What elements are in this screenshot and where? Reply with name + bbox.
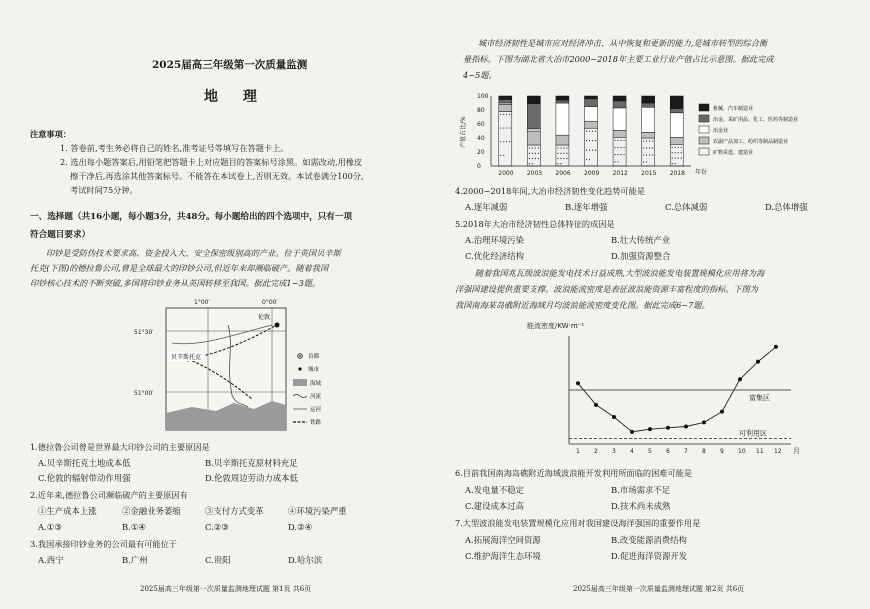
bar-segment-2015-3: [642, 132, 655, 138]
bar-dot: [529, 158, 530, 159]
notice-2-cont: 擦干净后,再选涂其他答案标号。不能答在本试卷上,否则无效。本试卷满分100分,: [70, 171, 364, 181]
wave-energy-chart: [523, 316, 823, 458]
section1-heading: 一、选择题（共16小题，每小题3分，共48分。每小题给出的四个选项中，只有一项: [30, 212, 353, 222]
q2-item-2: ②金融业务萎缩: [122, 506, 181, 516]
bar-segment-2015-1: [642, 103, 655, 107]
bar-segment-2006-2: [556, 103, 569, 135]
bar-dot: [649, 147, 650, 148]
basingstoke-map: [132, 295, 352, 435]
bar-year-unit: 年份: [695, 169, 708, 176]
q6-option-c: C.建设成本过高: [465, 501, 525, 511]
bar-dot: [617, 154, 618, 155]
bar-segment-2018-2: [670, 113, 683, 138]
bar-segment-2006-3: [556, 135, 569, 145]
bar-segment-2015-0: [642, 96, 655, 103]
bar-dot: [643, 161, 644, 162]
bar-dot: [500, 155, 501, 156]
bar-dot: [563, 147, 564, 148]
bar-segment-2012-2: [613, 108, 626, 130]
line-xlabel: 月: [793, 447, 800, 455]
bar-segment-2003-1: [527, 104, 540, 129]
bar-xtick-2000: 2000: [498, 170, 514, 177]
bar-segment-2000-0: [499, 96, 512, 100]
legend-canal: 运河: [310, 407, 322, 413]
bar-segment-2018-1: [670, 109, 683, 113]
bar-dot: [592, 140, 593, 141]
intro-line-1: 城市经济韧性是城市应对经济冲击、从中恢复和更新的能力,是城市转型的综合衡: [478, 38, 768, 48]
bar-dot: [560, 163, 561, 164]
bar-dot: [509, 127, 510, 128]
bar-xtick-2009: 2009: [584, 170, 600, 177]
bar-ytick: 40: [477, 135, 485, 142]
bar-segment-2018-3: [670, 137, 683, 144]
bar-segment-2012-3: [613, 130, 626, 137]
q2-option-d: D.②④: [288, 522, 313, 532]
month-tick-6: 6: [666, 448, 670, 455]
bar-segment-2015-2: [642, 107, 655, 132]
q7-option-d: D.促进海洋资源开发: [611, 551, 688, 561]
question-1: 1.德拉鲁公司曾是世界最大印钞公司的主要原因是: [30, 442, 210, 452]
q3-option-d: D.哈尔滨: [288, 555, 323, 565]
bar-dot: [646, 161, 647, 162]
bar-dot: [646, 140, 647, 141]
month-tick-5: 5: [648, 448, 652, 455]
question-7: 7.大型波浪能发电装置规模化应用对我国建设海洋强国的重要作用是: [455, 518, 701, 528]
bar-dot: [532, 147, 533, 148]
bar-dot: [623, 147, 624, 148]
bar-xtick-2018: 2018: [669, 170, 685, 177]
q1-option-a: A.贝辛斯托克土地成本低: [38, 458, 131, 468]
question-6: 6.目前我国南海岛礁附近海域波浪能开发利用所面临的困难可能是: [455, 468, 693, 478]
bar-chart-ylabel: 产值占比/%: [460, 116, 467, 148]
energy-point-8: [702, 420, 706, 424]
notice-1: 1. 答卷前,考生务必将自己的姓名,准考证号等填写在答题卡上。: [60, 143, 289, 153]
bar-segment-2018-0: [670, 96, 683, 109]
bar-dot: [503, 155, 504, 156]
map-label-london: 伦敦: [258, 314, 271, 321]
bar-ytick: 100: [477, 93, 489, 100]
q5-option-a: A.治理环境污染: [465, 235, 524, 245]
bar-dot: [614, 140, 615, 141]
bar-dot: [586, 140, 587, 141]
bar-dot: [557, 147, 558, 148]
footer-page-2: 2025届高三年级第一次质量监测地理试题 第2页 共6页: [573, 585, 745, 593]
passage-line-1: 印钞是受防伪技术要求高、资金投入大、安全保密级别高的产业。位于英国贝辛斯: [46, 248, 341, 258]
bar-segment-2003-0: [527, 96, 540, 104]
bar-dot: [617, 140, 618, 141]
bar-xtick-2015: 2015: [641, 170, 657, 177]
bar-dot: [681, 158, 682, 159]
bar-dot: [509, 114, 510, 115]
bar-legend-swatch-3: [699, 137, 709, 144]
bar-dot: [675, 158, 676, 159]
notice-2-cont2: 考试时间75分钟。: [70, 185, 138, 195]
bar-dot: [535, 158, 536, 159]
rich-zone-label: 富集区: [749, 394, 770, 402]
q7-option-c: C.维护海洋生态环境: [465, 551, 541, 561]
bar-ytick: 80: [477, 107, 485, 114]
bar-dot: [535, 147, 536, 148]
bar-segment-2009-1: [585, 99, 598, 107]
industry-share-chart: [455, 88, 855, 182]
bar-dot: [595, 131, 596, 132]
bar-dot: [589, 159, 590, 160]
bar-dot: [614, 161, 615, 162]
bar-dot: [506, 114, 507, 115]
bar-dot: [509, 141, 510, 142]
month-tick-9: 9: [720, 448, 724, 455]
line-chart-ylabel: 能流密度/KW·m⁻¹: [527, 322, 585, 330]
energy-point-5: [648, 427, 652, 431]
bar-dot: [503, 141, 504, 142]
bar-dot: [563, 158, 564, 159]
q5-option-d: D.加强资源整合: [611, 251, 671, 261]
bar-dot: [506, 127, 507, 128]
bar-dot: [617, 147, 618, 148]
passage2-line-3: 我国南海某岛礁附近海域月均波浪能流密度变化图。据此完成6~7题。: [455, 300, 710, 310]
month-tick-2: 2: [594, 448, 598, 455]
bar-dot: [557, 163, 558, 164]
bar-dot: [652, 154, 653, 155]
q2-option-a: A.①③: [38, 522, 62, 532]
bar-dot: [614, 147, 615, 148]
energy-point-12: [774, 345, 778, 349]
bar-dot: [643, 140, 644, 141]
bar-segment-2003-2: [527, 129, 540, 131]
bar-dot: [560, 147, 561, 148]
bar-segment-2009-2: [585, 107, 598, 122]
passage-line-2: 托克(下图)的德拉鲁公司,曾是全球最大的印钞公司,但近年来却濒临破产。随着我国: [30, 263, 329, 273]
bar-dot: [652, 147, 653, 148]
q6-option-a: A.发电量不稳定: [465, 485, 524, 495]
question-5: 5.2018年大冶市经济韧性总体特征的成因是: [455, 219, 615, 229]
bar-segment-2012-0: [613, 96, 626, 101]
map-lon-left: 1°00′: [194, 299, 210, 306]
bar-dot: [506, 141, 507, 142]
bar-dot: [535, 153, 536, 154]
bar-dot: [678, 158, 679, 159]
q2-item-3: ③支付方式变革: [205, 506, 264, 516]
bar-segment-2012-1: [613, 101, 626, 108]
q7-option-b: B.改变能源消费结构: [611, 535, 687, 545]
legend-sea: 海域: [310, 381, 322, 387]
month-tick-8: 8: [702, 448, 706, 455]
bar-dot: [592, 150, 593, 151]
bar-dot: [503, 114, 504, 115]
bar-dot: [529, 147, 530, 148]
bar-dot: [681, 152, 682, 153]
bar-xtick-2006: 2006: [555, 170, 571, 177]
energy-point-6: [666, 426, 670, 430]
q1-option-d: D.伦敦周边劳动力成本低: [205, 473, 298, 483]
bar-dot: [592, 131, 593, 132]
bar-ytick: 60: [477, 121, 485, 128]
q3-option-a: A.西宁: [38, 555, 64, 565]
bar-dot: [675, 152, 676, 153]
bar-dot: [675, 147, 676, 148]
bar-legend-label-2: 冶金业: [713, 128, 729, 134]
month-tick-3: 3: [612, 448, 616, 455]
bar-dot: [500, 141, 501, 142]
q1-option-c: C.伦敦的辐射带动作用强: [38, 473, 131, 483]
bar-dot: [672, 163, 673, 164]
question-3: 3.我国承接印钞业务的公司最有可能位于: [30, 539, 177, 549]
bar-dot: [529, 163, 530, 164]
bar-dot: [563, 153, 564, 154]
bar-dot: [586, 150, 587, 151]
bar-dot: [620, 154, 621, 155]
bar-xtick-2012: 2012: [612, 170, 628, 177]
bar-legend-label-1: 冶金、采矿用品、化工、医药等制造业: [713, 117, 799, 123]
bar-dot: [589, 140, 590, 141]
bar-dot: [614, 154, 615, 155]
bar-dot: [560, 153, 561, 154]
bar-dot: [620, 147, 621, 148]
q7-option-a: A.拓展海洋空间资源: [465, 535, 541, 545]
energy-point-11: [756, 360, 760, 364]
energy-point-10: [738, 377, 742, 381]
bar-dot: [649, 140, 650, 141]
q3-option-c: C.贵阳: [205, 555, 231, 565]
bar-dot: [560, 158, 561, 159]
bar-legend-swatch-0: [699, 104, 709, 111]
passage-line-3: 印钞核心技术的不断突破,多国将印钞业务从英国转移至我国。据此完成1~3题。: [30, 278, 321, 288]
bar-dot: [678, 147, 679, 148]
bar-dot: [643, 147, 644, 148]
bar-dot: [532, 153, 533, 154]
bar-legend-label-0: 机械、汽车制造业: [713, 106, 754, 112]
bar-dot: [557, 153, 558, 154]
footer-page-1: 2025届高三年级第一次质量监测地理试题 第1页 共6页: [140, 585, 312, 593]
bar-segment-2003-3: [527, 131, 540, 145]
legend-river-icon: [293, 395, 307, 398]
bar-segment-2006-1: [556, 100, 569, 103]
legend-sea-icon: [293, 379, 307, 386]
q5-option-c: C.优化经济结构: [465, 251, 525, 261]
legend-railway: 铁路: [310, 420, 322, 426]
q3-option-b: B.广州: [122, 555, 148, 565]
bar-segment-2000-3: [499, 104, 512, 111]
bar-segment-2009-0: [585, 96, 598, 99]
bar-dot: [557, 158, 558, 159]
legend-river: 河流: [310, 394, 322, 400]
bar-dot: [566, 147, 567, 148]
bar-dot: [672, 147, 673, 148]
legend-city-icon: [298, 367, 301, 370]
q4-option-d: D.总体增强: [765, 202, 808, 212]
month-tick-12: 12: [774, 448, 782, 455]
bar-dot: [500, 127, 501, 128]
bar-dot: [681, 147, 682, 148]
bar-dot: [538, 158, 539, 159]
bar-ytick: 0: [477, 163, 481, 170]
q6-option-d: D.技术尚未成熟: [611, 501, 671, 511]
q2-item-4: ④环境污染严重: [288, 506, 347, 516]
exam-page-2: [433, 0, 870, 609]
usable-zone-label: 可利用区: [739, 429, 767, 438]
map-london-point: [275, 323, 280, 328]
bar-dot: [649, 154, 650, 155]
bar-segment-2006-0: [556, 96, 569, 100]
bar-dot: [672, 158, 673, 159]
legend-capital: 首都: [308, 354, 320, 360]
bar-dot: [652, 140, 653, 141]
bar-dot: [566, 153, 567, 154]
notice-2: 2. 选出每小题答案后,用铅笔把答题卡上对应题目的答案标号涂黑。如需改动,用橡皮: [60, 157, 363, 167]
intro-line-2: 量指标。下图为湖北省大冶市2000~2018年主要工业行业产值占比示意图。据此完成: [463, 54, 774, 64]
bar-dot: [643, 154, 644, 155]
legend-city: 城市: [308, 367, 320, 373]
passage2-line-1: 随着我国兆瓦级波浪能发电技术日益成熟,大型波浪能发电装置规模化应用将为海: [475, 268, 765, 278]
q4-option-a: A.逐年减弱: [465, 202, 508, 212]
bar-dot: [620, 140, 621, 141]
bar-dot: [538, 153, 539, 154]
bar-dot: [589, 131, 590, 132]
energy-line: [578, 347, 776, 432]
q5-option-b: B.壮大传统产业: [611, 235, 671, 245]
intro-line-3: 4~5题。: [463, 70, 497, 80]
bar-dot: [595, 150, 596, 151]
map-lat-top: 51°30′: [134, 329, 154, 336]
bar-dot: [586, 159, 587, 160]
bar-segment-2000-4: [499, 111, 512, 166]
bar-dot: [529, 153, 530, 154]
bar-segment-2000-1: [499, 100, 512, 104]
question-2: 2.近年来,德拉鲁公司濒临破产的主要原因有: [30, 490, 188, 500]
bar-dot: [646, 147, 647, 148]
bar-legend-swatch-2: [699, 126, 709, 133]
bar-dot: [675, 163, 676, 164]
bar-legend-label-3: 农副产品加工、纺织等制品制造业: [713, 139, 789, 145]
bar-segment-2009-4: [585, 128, 598, 166]
bar-legend-swatch-1: [699, 115, 709, 122]
bar-dot: [678, 152, 679, 153]
bar-dot: [586, 131, 587, 132]
bar-dot: [500, 114, 501, 115]
energy-point-7: [684, 424, 688, 428]
energy-point-2: [594, 403, 598, 407]
bar-dot: [595, 140, 596, 141]
bar-dot: [538, 147, 539, 148]
month-tick-1: 1: [576, 448, 580, 455]
bar-segment-2009-3: [585, 121, 598, 128]
month-tick-10: 10: [738, 448, 746, 455]
bar-xtick-2003: 2003: [526, 170, 543, 177]
map-label-basingstoke: 贝辛斯托克: [171, 354, 202, 361]
month-tick-4: 4: [630, 448, 634, 455]
energy-point-1: [576, 381, 580, 385]
q4-option-b: B.逐年增强: [565, 202, 608, 212]
q2-option-b: B.①④: [122, 522, 146, 532]
bar-dot: [672, 152, 673, 153]
bar-dot: [617, 161, 618, 162]
exam-page-1: [0, 0, 433, 609]
q2-option-c: C.②③: [205, 522, 229, 532]
bar-dot: [503, 127, 504, 128]
notice-heading: 注意事项：: [30, 129, 71, 139]
subject-title: 地 理: [204, 89, 267, 105]
energy-point-4: [630, 430, 634, 434]
question-4: 4.2000~2018年间,大冶市经济韧性变化趋势可能是: [455, 186, 645, 196]
energy-point-9: [720, 410, 724, 414]
q1-option-b: B.贝辛斯托克原材料充足: [205, 458, 298, 468]
month-tick-7: 7: [684, 448, 688, 455]
month-tick-11: 11: [756, 448, 764, 455]
bar-dot: [532, 163, 533, 164]
bar-dot: [623, 154, 624, 155]
energy-point-3: [612, 415, 616, 419]
q6-option-b: B.市场需求不足: [611, 485, 671, 495]
bar-legend-label-4: 矿物采选、建造业: [713, 150, 754, 156]
bar-legend-swatch-4: [699, 148, 709, 155]
q4-option-c: C.总体减弱: [665, 202, 708, 212]
bar-dot: [566, 158, 567, 159]
map-lon-right: 0°00′: [262, 299, 278, 306]
section1-heading-cont: 符合题目要求）: [30, 230, 91, 240]
bar-dot: [623, 140, 624, 141]
bar-dot: [532, 158, 533, 159]
passage2-line-2: 洋强国建设提供重要支撑。波浪能流密度是表征波浪能资源丰富程度的指标。下图为: [455, 284, 758, 294]
bar-ytick: 20: [477, 149, 485, 156]
bar-dot: [646, 154, 647, 155]
exam-title: 2025届高三年级第一次质量监测: [152, 59, 308, 71]
map-lat-bottom: 51°00′: [134, 390, 154, 397]
bar-dot: [589, 150, 590, 151]
q2-item-1: ①生产成本上涨: [38, 506, 97, 516]
